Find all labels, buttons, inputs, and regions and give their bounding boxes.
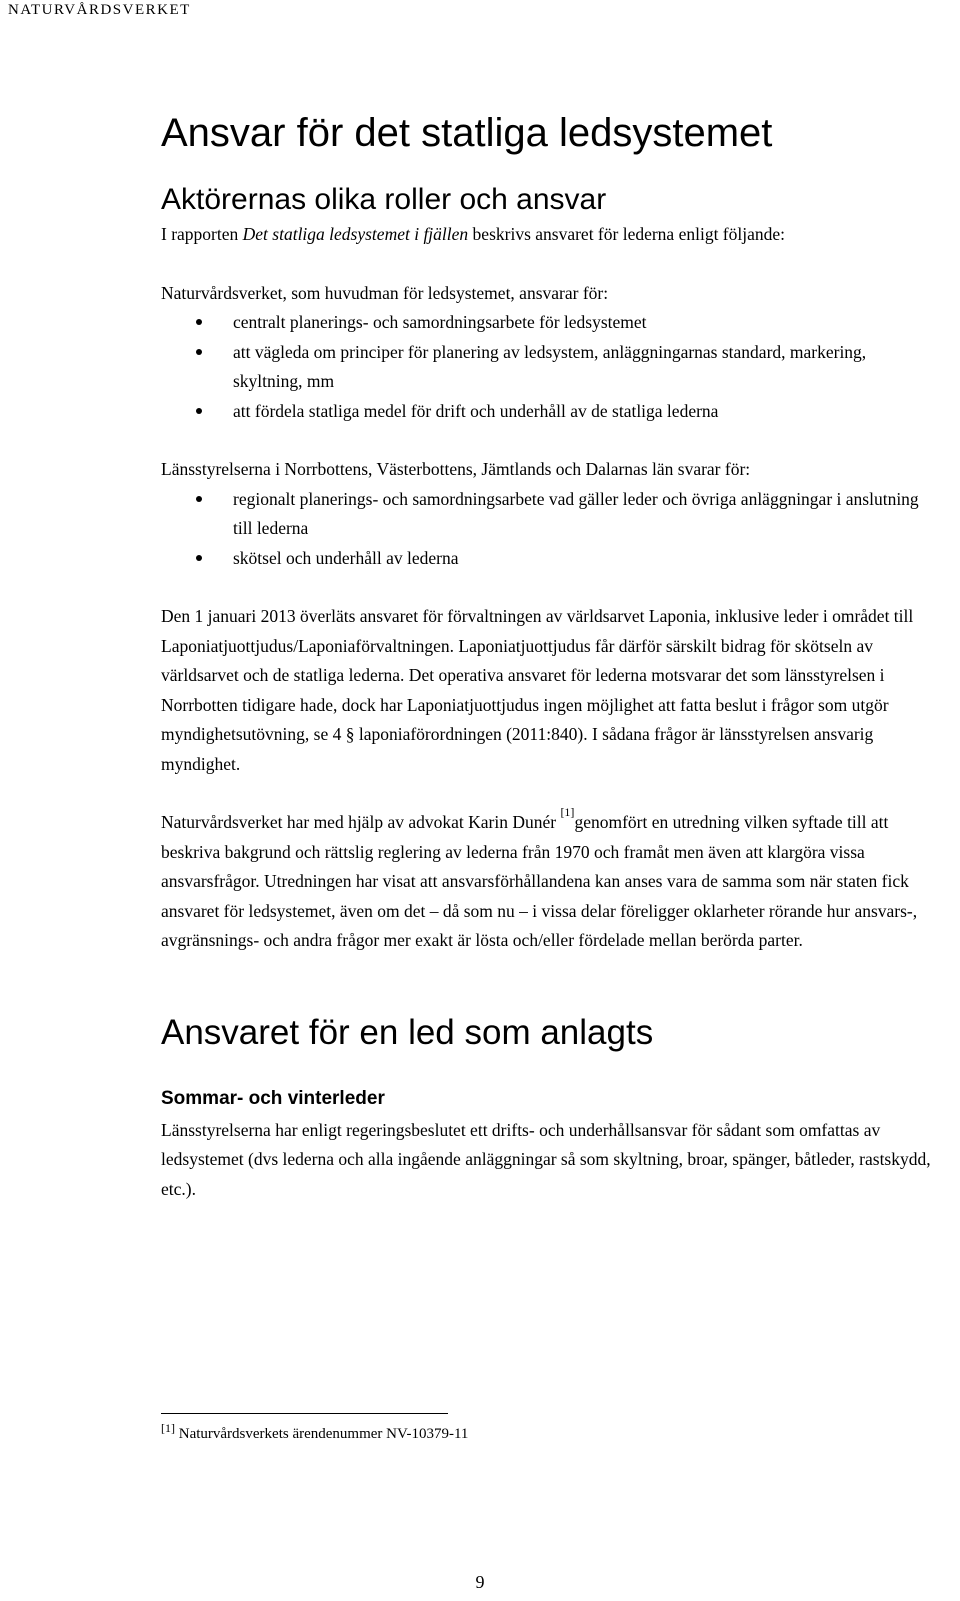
duner-paragraph [161,805,931,956]
duner-prefix: Naturvårdsverket har med hjälp av advokat Karin Dunér [161,812,561,832]
intro-paragraph [161,220,931,250]
intro-suffix: beskrivs ansvaret för lederna enligt följande: [468,224,786,244]
nv-lead: Naturvårdsverket, som huvudman för ledsystemet, ansvarar för: [161,282,609,303]
main-content [161,108,931,1204]
report-title: Det statliga ledsystemet i fjällen [242,224,469,244]
footnote [161,1421,469,1444]
section-heading-responsibility: Ansvaret för en led som anlagts [161,1012,654,1052]
list-item: centralt planerings- och samordningsarbete för ledsystemet [161,308,931,338]
lst-duty-paragraph: Länsstyrelserna har enligt regeringsbeslutet ett drifts- och underhållsansvar för sådant som omfattas av ledsystemet (dvs lederna och alla ingående anläggningar så som skyltning, broar, spänger, båtleder, rastskydd, etc.). [161,1119,931,1199]
lst-responsibility-list [161,485,931,574]
subsection-heading: Sommar- och vinterleder [161,1087,385,1109]
footnote-divider [161,1413,448,1414]
footnote-marker: [1] [161,1421,175,1435]
footnote-text: Naturvårdsverkets ärendenummer NV-10379-11 [178,1426,469,1442]
nv-responsibility-list [161,308,931,426]
intro-prefix: I rapporten [161,224,243,244]
section-heading-roles: Aktörernas olika roller och ansvar [161,183,607,216]
lst-lead: Länsstyrelserna i Norrbottens, Västerbottens, Jämtlands och Dalarnas län svarar för: [161,459,751,479]
page-title: Ansvar för det statliga ledsystemet [161,111,773,155]
laponia-paragraph: Den 1 januari 2013 överläts ansvaret för förvaltningen av världsarvet Laponia, inklusive leder i området till Laponiatjuottjudus/Laponiaförvaltningen. Laponiatjuottjudus får därför särskilt bidrag för skötseln av världsarvet och de statliga lederna. Det operativa ansvaret för lederna motsvarar det som länsstyrelsen i Norrbotten tidigare hade, dock har Laponiatjuottjudus ingen möjlighet att fatta beslut i frågor som utgör myndighetsutövning, se 4 § laponiaförordningen (2011:840). I sådana frågor är länsstyrelsen ansvarig myndighet. [161,606,914,774]
footnote-reference[interactable]: [1] [560,805,575,819]
agency-header: NATURVÅRDSVERKET [8,2,191,18]
list-item: att vägleda om principer för planering av ledsystem, anläggningarnas standard, markering, skyltning, mm [161,338,931,397]
list-item: regionalt planerings- och samordningsarbete vad gäller leder och övriga anläggningar i anslutning till lederna [161,485,931,544]
duner-suffix: genomfört en utredning vilken syftade till att beskriva bakgrund och rättslig reglering av lederna från 1970 och framåt men även att klargöra vissa ansvarsfrågor. Utredningen har visat att ansvarsförhållandena kan anses vara de samma som när staten fick ansvaret för ledsystemet, även om det – då som nu – i vissa delar föreligger oklarheter rörande hur ansvars-, avgränsnings- och andra frågor mer exakt är lösta och/eller fördelade mellan berörda parter. [161,812,918,950]
page-number: 9 [475,1572,485,1592]
list-item: att fördela statliga medel för drift och underhåll av de statliga lederna [161,397,931,427]
list-item: skötsel och underhåll av lederna [161,544,931,574]
